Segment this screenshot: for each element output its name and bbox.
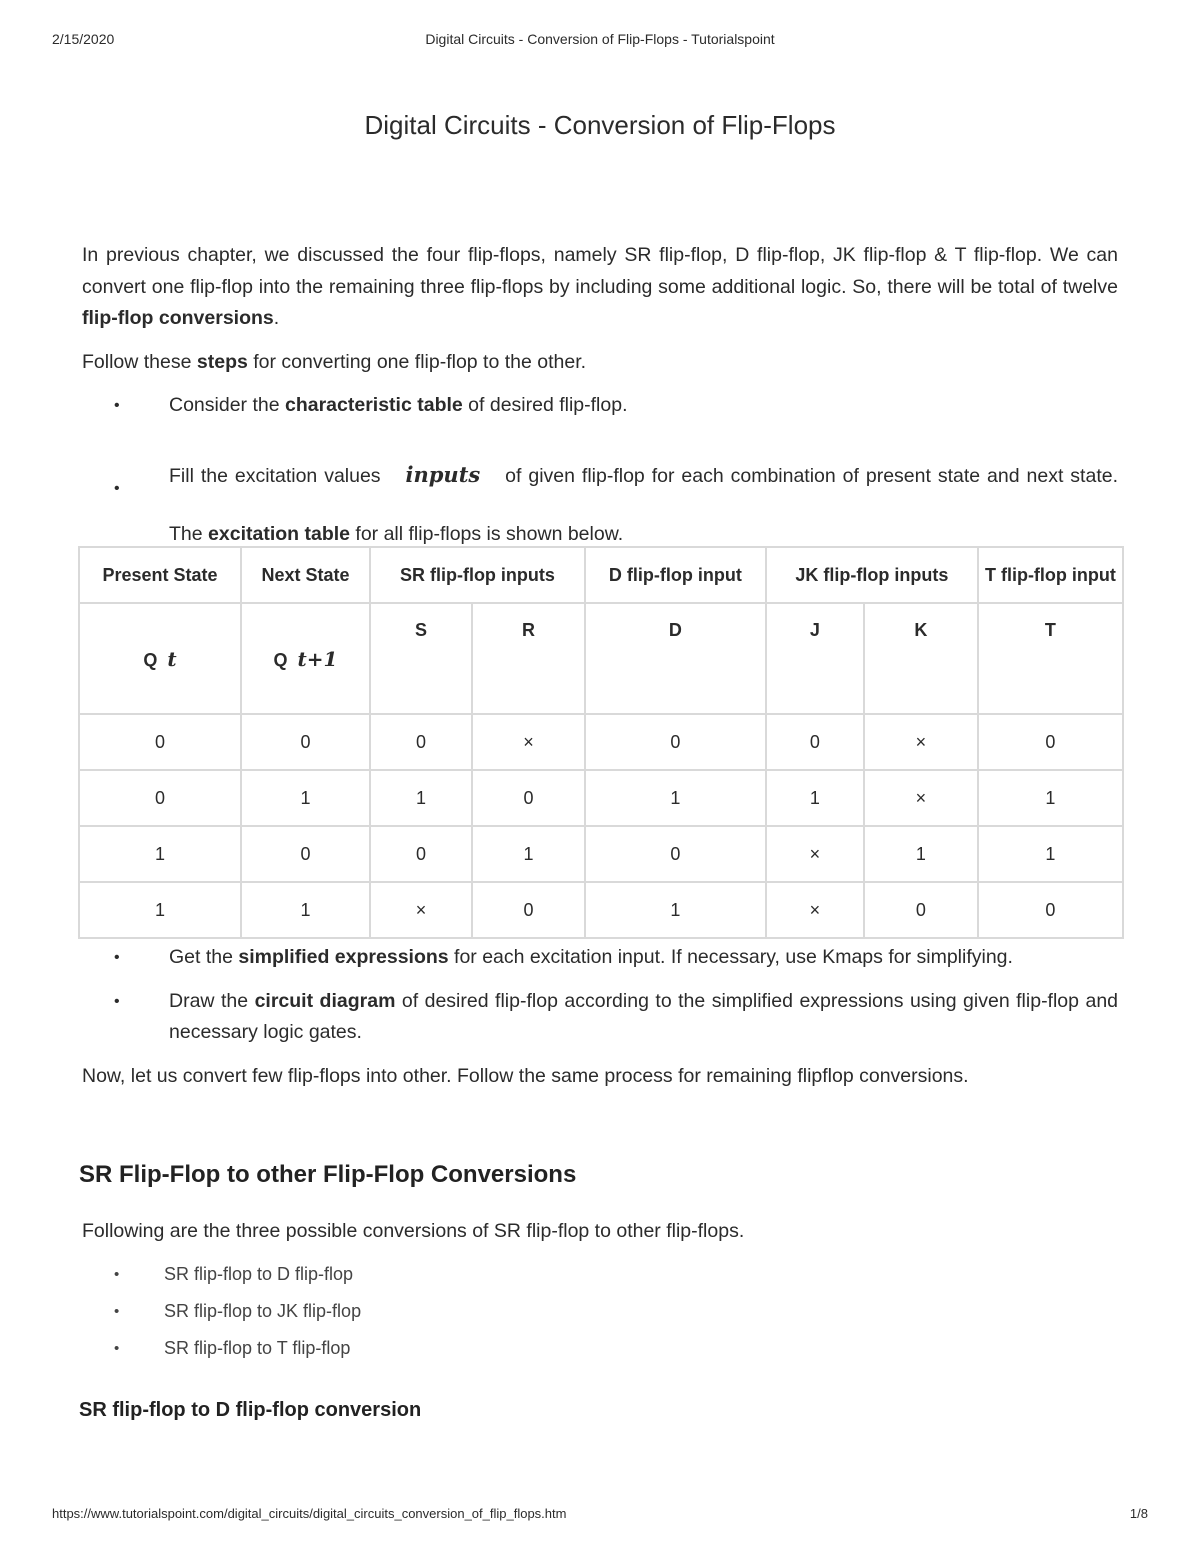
table-cell: 0	[370, 714, 472, 770]
table-cell: 0	[978, 882, 1123, 938]
bullet-icon: •	[114, 397, 120, 414]
math-inputs: inputs	[405, 461, 481, 487]
bullet-icon: •	[114, 949, 120, 966]
table-cell: ×	[370, 882, 472, 938]
table-cell: 1	[585, 770, 766, 826]
table-cell: ×	[766, 826, 864, 882]
table-cell: 0	[472, 770, 585, 826]
sr-to-d-heading-wrap	[79, 1399, 1115, 1422]
table-cell: 1	[370, 770, 472, 826]
table-cell: 1	[585, 882, 766, 938]
present-state-symbol: Q t	[79, 603, 241, 714]
footer-page-number: 1/8	[1129, 1506, 1148, 1521]
table-cell: ×	[472, 714, 585, 770]
intro-content	[82, 240, 1118, 563]
footer-url: https://www.tutorialspoint.com/digital_circuits/digital_circuits_conversion_of_flip_flops.htm	[52, 1506, 567, 1521]
table-cell: 0	[370, 826, 472, 882]
sr-to-d-link[interactable]: • SR flip-flop to D flip-flop	[82, 1256, 1118, 1293]
now-paragraph: Now, let us convert few flip-flops into other. Follow the same process for remaining flipflop conversions.	[82, 1064, 969, 1087]
sr-section-intro: Following are the three possible conversions of SR flip-flop to other flip-flops.	[82, 1220, 745, 1242]
sr-to-jk-link[interactable]: • SR flip-flop to JK flip-flop	[82, 1293, 1118, 1330]
list-item: • Get the simplified expressions for each excitation input. If necessary, use Kmaps for simplifying.	[82, 942, 1118, 974]
sr-section-heading: SR Flip-Flop to other Flip-Flop Conversions	[79, 1161, 577, 1188]
column-header: Present State	[79, 547, 241, 603]
excitation-table	[78, 546, 1124, 939]
table-header-row	[79, 547, 1123, 603]
table-cell: 1	[978, 826, 1123, 882]
table-cell: 0	[79, 770, 241, 826]
table-cell: ×	[864, 770, 978, 826]
sr-to-t-link[interactable]: • SR flip-flop to T flip-flop	[82, 1330, 1118, 1367]
table-cell: ×	[766, 882, 864, 938]
list-item: • Draw the circuit diagram of desired flip-flop according to the simplified expressions using given flip-flop and necessary logic gates.	[82, 986, 1118, 1049]
column-header: SR flip-flop inputs	[370, 547, 585, 603]
input-symbol-t: T	[978, 603, 1123, 714]
input-symbol-k: K	[864, 603, 978, 714]
sr-to-d-heading: SR flip-flop to D flip-flop conversion	[79, 1399, 422, 1421]
table-subheader-row	[79, 603, 1123, 714]
table-cell: ×	[864, 714, 978, 770]
column-header: JK flip-flop inputs	[766, 547, 978, 603]
table-cell: 0	[585, 826, 766, 882]
sr-conversion-list	[82, 1256, 1118, 1367]
table-cell: 0	[472, 882, 585, 938]
table-row	[79, 770, 1123, 826]
bullet-icon: •	[114, 1339, 120, 1357]
intro-paragraph: In previous chapter, we discussed the four flip-flops, namely SR flip-flop, D flip-flop, JK flip-flop & T flip-flop. We can convert one flip-flop into the remaining three flip-flops by including some additional logic. So, there will be total of twelve flip-flop conversions.	[82, 244, 1118, 329]
table-cell: 0	[585, 714, 766, 770]
column-header: Next State	[241, 547, 370, 603]
input-symbol-r: R	[472, 603, 585, 714]
sr-section-heading-wrap	[79, 1161, 1115, 1189]
table-row	[79, 826, 1123, 882]
table-cell: 1	[79, 882, 241, 938]
table-cell: 1	[864, 826, 978, 882]
table-row	[79, 882, 1123, 938]
steps-intro: Follow these steps for converting one flip-flop to the other.	[82, 350, 587, 373]
bullet-icon: •	[114, 992, 120, 1010]
table-cell: 0	[241, 714, 370, 770]
bullet-icon: •	[114, 1265, 120, 1283]
print-date: 2/15/2020	[52, 31, 115, 47]
bullet-icon: •	[114, 1302, 120, 1320]
input-symbol-j: J	[766, 603, 864, 714]
table-cell: 1	[241, 882, 370, 938]
list-item: • Fill the excitation values inputs of given flip-flop for each combination of present state and next state. The excitation table for all flip-flops is shown below.	[114, 461, 1119, 545]
bullet-icon: •	[114, 479, 120, 497]
sr-section-content	[82, 1216, 1118, 1367]
input-symbol-s: S	[370, 603, 472, 714]
table-cell: 0	[978, 714, 1123, 770]
table-cell: 0	[241, 826, 370, 882]
print-page-title: Digital Circuits - Conversion of Flip-Flops - Tutorialspoint	[425, 31, 775, 47]
table-cell: 1	[978, 770, 1123, 826]
table-cell: 0	[79, 714, 241, 770]
table-cell: 1	[472, 826, 585, 882]
page-title: Digital Circuits - Conversion of Flip-Flops	[364, 110, 836, 140]
table-cell: 1	[241, 770, 370, 826]
steps-list-top	[82, 390, 1118, 563]
table-cell: 1	[766, 770, 864, 826]
column-header: D flip-flop input	[585, 547, 766, 603]
post-table-content	[82, 942, 1118, 1092]
table-cell: 0	[766, 714, 864, 770]
list-item: • Consider the characteristic table of desired flip-flop.	[82, 390, 1118, 422]
table-cell: 1	[79, 826, 241, 882]
steps-list-bottom	[82, 942, 1118, 1049]
table-row	[79, 714, 1123, 770]
input-symbol-d: D	[585, 603, 766, 714]
next-state-symbol: Q t+1	[241, 603, 370, 714]
column-header: T flip-flop input	[978, 547, 1123, 603]
table-cell: 0	[864, 882, 978, 938]
